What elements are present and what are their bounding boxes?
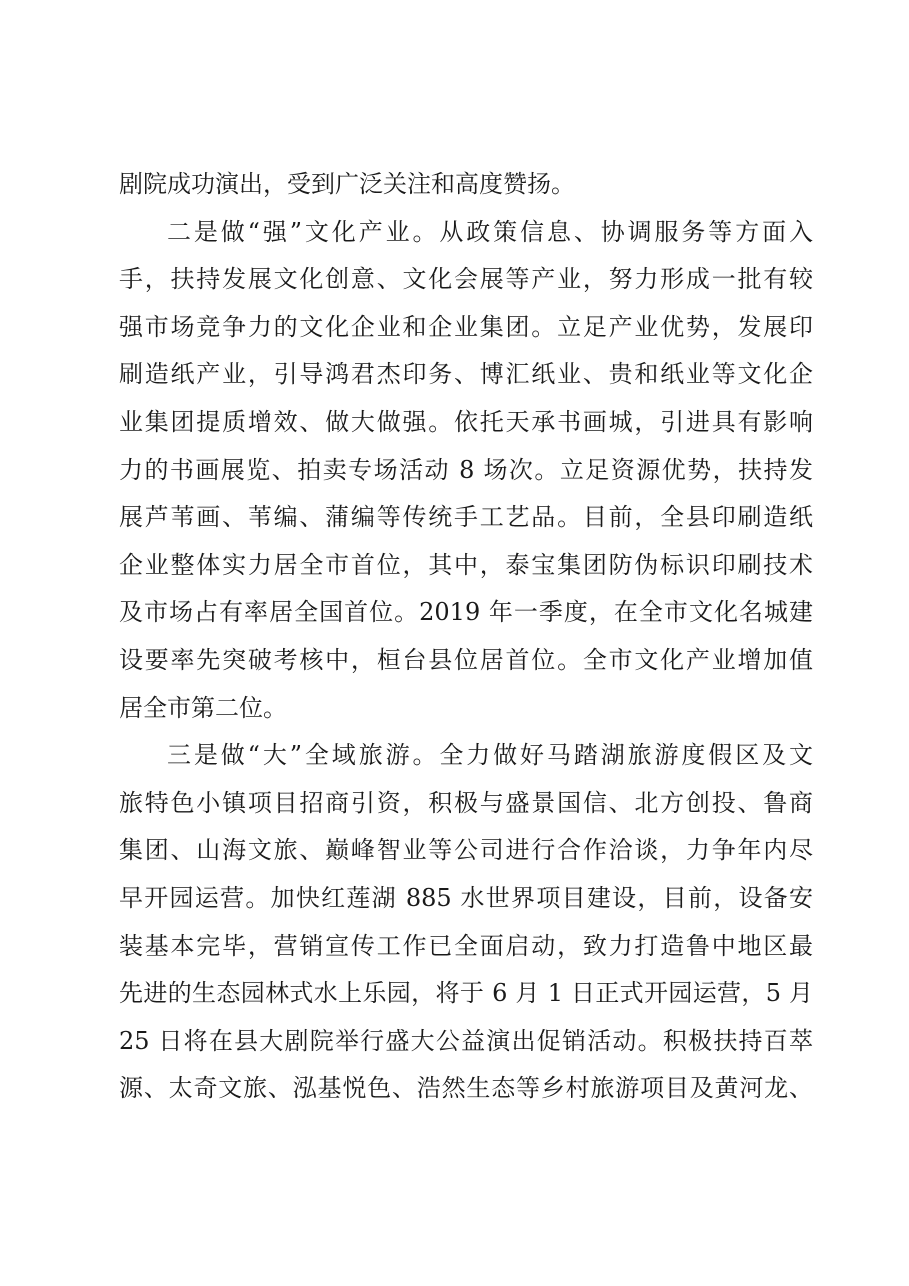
paragraph-line: 旅特色小镇项目招商引资，积极与盛景国信、北方创投、鲁商	[119, 788, 813, 817]
paragraph-line: 及市场占有率居全国首位。2019 年一季度，在全市文化名城建	[119, 598, 813, 627]
paragraph-line: 手，扶持发展文化创意、文化会展等产业，努力形成一批有较	[119, 265, 813, 294]
paragraph-line: 居全市第二位。	[119, 693, 287, 722]
paragraph-line: 装基本完毕，营销宣传工作已全面启动，致力打造鲁中地区最	[119, 931, 813, 960]
document-body	[119, 161, 813, 1113]
paragraph-line: 集团、山海文旅、巅峰智业等公司进行合作洽谈，力争年内尽	[119, 836, 813, 865]
paragraph-line: 企业整体实力居全市首位，其中，泰宝集团防伪标识印刷技术	[119, 550, 813, 579]
paragraph-line: 先进的生态园林式水上乐园，将于 6 月 1 日正式开园运营，5 月	[119, 979, 813, 1008]
paragraph-line: 刷造纸产业，引导鸿君杰印务、博汇纸业、贵和纸业等文化企	[119, 360, 813, 389]
paragraph-line: 力的书画展览、拍卖专场活动 8 场次。立足资源优势，扶持发	[119, 455, 813, 484]
paragraph-line: 业集团提质增效、做大做强。依托天承书画城，引进具有影响	[119, 407, 813, 436]
paragraph-line: 剧院成功演出，受到广泛关注和高度赞扬。	[119, 170, 575, 198]
paragraph-line: 三是做“大”全域旅游。全力做好马踏湖旅游度假区及文	[167, 741, 813, 770]
paragraph-line: 早开园运营。加快红莲湖 885 水世界项目建设，目前，设备安	[119, 883, 813, 912]
paragraph-line: 设要率先突破考核中，桓台县位居首位。全市文化产业增加值	[119, 645, 813, 674]
paragraph-line: 源、太奇文旅、泓基悦色、浩然生态等乡村旅游项目及黄河龙、	[119, 1074, 813, 1103]
paragraph-line: 二是做“强”文化产业。从政策信息、协调服务等方面入	[167, 217, 813, 246]
paragraph-line: 强市场竞争力的文化企业和企业集团。立足产业优势，发展印	[119, 312, 813, 341]
paragraph-line: 展芦苇画、苇编、蒲编等传统手工艺品。目前，全县印刷造纸	[119, 503, 813, 532]
paragraph-line: 25 日将在县大剧院举行盛大公益演出促销活动。积极扶持百萃	[119, 1026, 813, 1055]
